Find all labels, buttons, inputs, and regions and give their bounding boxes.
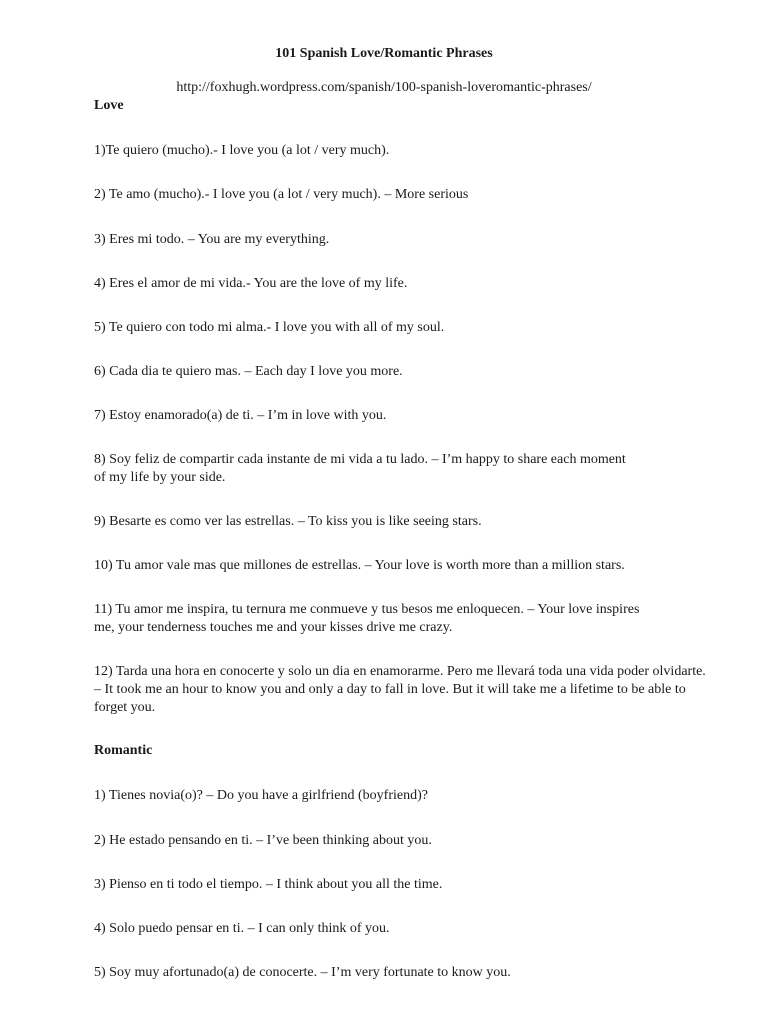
romantic-phrase-1: 1) Tienes novia(o)? – Do you have a girlfriend (boyfriend)?: [94, 788, 428, 803]
love-phrase-5: 5) Te quiero con todo mi alma.- I love you with all of my soul.: [94, 320, 445, 335]
document-title: 101 Spanish Love/Romantic Phrases: [275, 46, 493, 61]
love-phrase-10: 10) Tu amor vale mas que millones de estrellas. – Your love is worth more than a million stars.: [94, 558, 625, 573]
love-phrase-1: 1)Te quiero (mucho).- I love you (a lot / very much).: [94, 143, 390, 158]
love-phrase-9: 9) Besarte es como ver las estrellas. – To kiss you is like seeing stars.: [94, 514, 482, 529]
section-heading-romantic: Romantic: [94, 743, 153, 758]
love-phrase-6: 6) Cada dia te quiero mas. – Each day I love you more.: [94, 364, 403, 379]
love-phrase-4: 4) Eres el amor de mi vida.- You are the love of my life.: [94, 276, 408, 291]
romantic-phrase-2: 2) He estado pensando en ti. – I’ve been thinking about you.: [94, 833, 432, 848]
love-phrase-7: 7) Estoy enamorado(a) de ti. – I’m in love with you.: [94, 408, 387, 423]
love-phrase-2: 2) Te amo (mucho).- I love you (a lot / very much). – More serious: [94, 187, 469, 202]
love-phrase-12: 12) Tarda una hora en conocerte y solo un dia en enamorarme. Pero me llevará toda una vida poder olvidarte. – It took me an hour to know you and only a day to fall in love. But it will take me a lifetime to be able to forget you.: [94, 664, 706, 715]
romantic-phrase-3: 3) Pienso en ti todo el tiempo. – I think about you all the time.: [94, 877, 443, 892]
love-phrase-8: 8) Soy feliz de compartir cada instante de mi vida a tu lado. – I’m happy to share each moment of my life by your side.: [94, 452, 626, 485]
romantic-phrase-5: 5) Soy muy afortunado(a) de conocerte. – I’m very fortunate to know you.: [94, 965, 511, 980]
romantic-phrase-4: 4) Solo puedo pensar en ti. – I can only think of you.: [94, 921, 390, 936]
love-phrase-11: 11) Tu amor me inspira, tu ternura me conmueve y tus besos me enloquecen. – Your love inspires me, your tenderness touches me and your kisses drive me crazy.: [94, 602, 640, 635]
section-heading-love: Love: [94, 98, 124, 113]
source-url: http://foxhugh.wordpress.com/spanish/100-spanish-loveromantic-phrases/: [176, 80, 592, 95]
love-phrase-3: 3) Eres mi todo. – You are my everything.: [94, 232, 330, 247]
